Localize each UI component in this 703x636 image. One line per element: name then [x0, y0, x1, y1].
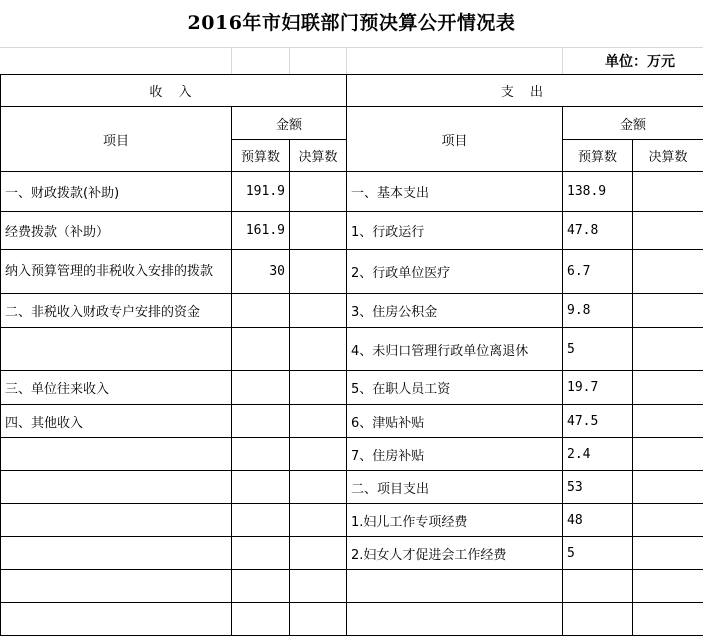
income-final-header: 决算数	[290, 140, 347, 172]
income-item-cell: 二、非税收入财政专户安排的资金	[1, 294, 232, 328]
expense-budget-cell: 5	[563, 328, 633, 371]
expense-budget-cell: 47.5	[563, 405, 633, 438]
expense-item-cell: 二、项目支出	[347, 471, 563, 504]
income-final-cell	[290, 294, 347, 328]
column-header-row	[1, 107, 703, 140]
income-item-cell	[1, 328, 232, 371]
income-item-header: 项目	[1, 107, 232, 172]
income-final-cell	[290, 471, 347, 504]
expense-item-cell: 6、津贴补贴	[347, 405, 563, 438]
income-budget-cell	[232, 405, 290, 438]
expense-final-cell	[633, 328, 703, 371]
income-header: 收 入	[1, 75, 347, 107]
expense-final-cell	[633, 250, 703, 294]
income-final-cell	[290, 172, 347, 212]
expense-budget-cell	[563, 570, 633, 603]
expense-amount-header: 金额	[563, 107, 703, 140]
income-item-cell: 三、单位往来收入	[1, 371, 232, 405]
grid-line	[289, 47, 290, 74]
income-budget-cell: 161.9	[232, 212, 290, 250]
income-budget-cell	[232, 294, 290, 328]
expense-item-cell: 一、基本支出	[347, 172, 563, 212]
expense-budget-cell: 5	[563, 537, 633, 570]
expense-budget-header: 预算数	[563, 140, 633, 172]
table-row	[1, 405, 703, 438]
budget-table	[0, 74, 703, 636]
income-item-cell	[1, 570, 232, 603]
sheet-title: 2016年市妇联部门预决算公开情况表	[0, 0, 703, 47]
income-budget-cell	[232, 471, 290, 504]
expense-budget-cell: 53	[563, 471, 633, 504]
income-final-cell	[290, 504, 347, 537]
income-final-cell	[290, 405, 347, 438]
table-row	[1, 371, 703, 405]
expense-item-cell: 2.妇女人才促进会工作经费	[347, 537, 563, 570]
income-final-cell	[290, 328, 347, 371]
expense-header: 支 出	[347, 75, 703, 107]
income-final-cell	[290, 250, 347, 294]
expense-final-cell	[633, 371, 703, 405]
expense-budget-cell: 47.8	[563, 212, 633, 250]
expense-final-cell	[633, 438, 703, 471]
expense-budget-cell: 19.7	[563, 371, 633, 405]
income-budget-cell	[232, 328, 290, 371]
expense-item-cell: 2、行政单位医疗	[347, 250, 563, 294]
grid-line	[346, 47, 347, 74]
section-header-row	[1, 75, 703, 107]
income-budget-cell	[232, 371, 290, 405]
expense-budget-cell: 48	[563, 504, 633, 537]
expense-final-cell	[633, 212, 703, 250]
table-row	[1, 212, 703, 250]
table-row	[1, 471, 703, 504]
table-row	[1, 328, 703, 371]
income-item-cell	[1, 504, 232, 537]
income-budget-cell	[232, 504, 290, 537]
expense-item-cell	[347, 570, 563, 603]
expense-final-cell	[633, 172, 703, 212]
table-row	[1, 438, 703, 471]
expense-budget-cell: 9.8	[563, 294, 633, 328]
table-row	[1, 537, 703, 570]
blank-grid-row	[0, 47, 703, 74]
expense-final-cell	[633, 537, 703, 570]
income-budget-cell	[232, 537, 290, 570]
income-budget-cell: 30	[232, 250, 290, 294]
income-item-cell: 经费拨款（补助）	[1, 212, 232, 250]
income-final-cell	[290, 371, 347, 405]
income-final-cell	[290, 537, 347, 570]
expense-final-header: 决算数	[633, 140, 703, 172]
table-row	[1, 504, 703, 537]
expense-item-header: 项目	[347, 107, 563, 172]
expense-budget-cell: 2.4	[563, 438, 633, 471]
income-item-cell: 四、其他收入	[1, 405, 232, 438]
expense-item-cell: 4、未归口管理行政单位离退休	[347, 328, 563, 371]
expense-final-cell	[633, 570, 703, 603]
expense-budget-cell: 138.9	[563, 172, 633, 212]
income-final-cell	[290, 438, 347, 471]
income-budget-cell	[232, 570, 290, 603]
expense-final-cell	[633, 405, 703, 438]
income-item-cell	[1, 438, 232, 471]
expense-final-cell	[633, 294, 703, 328]
income-final-cell	[290, 212, 347, 250]
expense-item-cell: 7、住房补贴	[347, 438, 563, 471]
expense-item-cell: 1、行政运行	[347, 212, 563, 250]
expense-budget-cell: 6.7	[563, 250, 633, 294]
income-item-cell: 纳入预算管理的非税收入安排的拨款	[1, 250, 232, 294]
income-budget-cell: 191.9	[232, 172, 290, 212]
income-budget-cell	[232, 438, 290, 471]
income-final-cell	[290, 570, 347, 603]
expense-item-cell: 1.妇儿工作专项经费	[347, 504, 563, 537]
grid-line	[562, 47, 563, 74]
expense-item-cell: 3、住房公积金	[347, 294, 563, 328]
income-item-cell: 一、财政拨款(补助)	[1, 172, 232, 212]
table-row	[1, 172, 703, 212]
table-row	[1, 570, 703, 603]
expense-item-cell: 5、在职人员工资	[347, 371, 563, 405]
expense-final-cell	[633, 504, 703, 537]
table-row	[1, 294, 703, 328]
income-budget-header: 预算数	[232, 140, 290, 172]
income-amount-header: 金额	[232, 107, 347, 140]
income-item-cell	[1, 471, 232, 504]
income-item-cell	[1, 537, 232, 570]
unit-label: 单位：万元	[605, 52, 675, 72]
expense-final-cell	[633, 471, 703, 504]
table-row	[1, 250, 703, 294]
grid-line	[231, 47, 232, 74]
